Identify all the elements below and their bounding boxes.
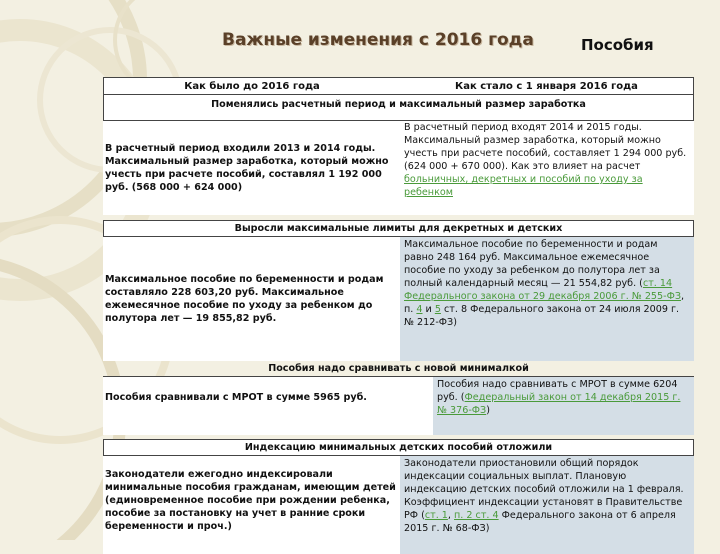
row-after-cell <box>400 121 694 215</box>
section-heading: Пособия надо сравнивать с новой минималкой <box>103 361 694 377</box>
section-heading: Индексацию минимальных детских пособий отложили <box>103 439 694 456</box>
point-4-link[interactable]: 4 <box>416 304 423 315</box>
law-255-link[interactable]: ст. 14 Федерального закона от 29 декабря 2006 г. № 255-ФЗ <box>404 278 682 302</box>
row-after-text: Законодатели приостановили общий порядок индексации социальных выплат. Плановую индексацию детских пособий отложили на 1 февраля. Коэффициент индексации установят в Правительстве РФ ( <box>404 458 684 521</box>
table-row <box>103 237 694 361</box>
row-after-cell <box>433 377 694 435</box>
section-heading: Выросли максимальные лимиты для декретных и детских <box>103 220 694 237</box>
row-after-text: и <box>422 304 435 315</box>
slide-title: Важные изменения с 2016 года <box>222 30 534 50</box>
row-after-text: ст. 8 Федерального закона от 24 июля 2009 г. № 212-ФЗ) <box>404 304 680 328</box>
row-after-text: , п. <box>404 291 685 315</box>
row-before-text: Пособия сравнивали с МРОТ в сумме 5965 руб. <box>105 392 367 403</box>
header-before: Как было до 2016 года <box>184 80 320 92</box>
row-after-text: В расчетный период входят 2014 и 2015 годы. Максимальный размер заработка, который можно учесть при расчете пособий, составляет 1 294 000 руб. (624 000 + 670 000). Как это влияет на расчет <box>404 122 687 172</box>
table-row <box>103 456 694 554</box>
point-5-link[interactable]: 5 <box>434 304 441 315</box>
row-after-text: Пособия надо сравнивать с МРОТ в сумме 6204 руб. ( <box>437 379 678 403</box>
article-1-link[interactable]: ст. 1 <box>424 510 448 521</box>
table-row <box>103 376 694 435</box>
row-before-text: В расчетный период входили 2013 и 2014 годы. Максимальный размер заработка, который можно учесть при расчете пособий, составлял 1 192 000 руб. (568 000 + 624 000) <box>105 143 389 193</box>
section-label: Пособия <box>581 36 654 54</box>
comparison-table <box>103 77 694 554</box>
table-row <box>103 121 694 215</box>
section-heading: Поменялись расчетный период и максимальный размер заработка <box>103 95 694 121</box>
row-after-cell <box>400 456 694 554</box>
law-376-link[interactable]: Федеральный закон от 14 декабря 2015 г. № 376-ФЗ <box>437 392 681 416</box>
row-after-text: Максимальное пособие по беременности и родам равно 248 164 руб. Максимальное ежемесячное пособие по уходу за ребенком до полутора лет за полный календарный месяц — 21 554,82 руб. ( <box>404 239 660 289</box>
row-after-cell <box>400 237 694 361</box>
header-after: Как стало с 1 января 2016 года <box>455 80 638 92</box>
row-after-text: , <box>447 510 455 521</box>
row-before-text: Максимальное пособие по беременности и родам составляло 228 603,20 руб. Максимальное ежемесячное пособие по уходу за ребенком до полутора лет — 19 855,82 руб. <box>105 274 384 324</box>
row-after-text: ) <box>486 405 490 416</box>
benefits-link[interactable]: больничных, декретных и пособий по уходу за ребенком <box>404 174 643 198</box>
article-4-link[interactable]: п. 2 ст. 4 <box>454 510 499 521</box>
row-before-text: Законодатели ежегодно индексировали минимальные пособия гражданам, имеющим детей (единовременное пособие при рождении ребенка, пособие за постановку на учет в ранние сроки беременности и проч.) <box>105 469 396 532</box>
row-after-text: Федерального закона от 6 апреля 2015 г. № 68-ФЗ) <box>404 510 676 534</box>
table-header <box>103 77 694 95</box>
